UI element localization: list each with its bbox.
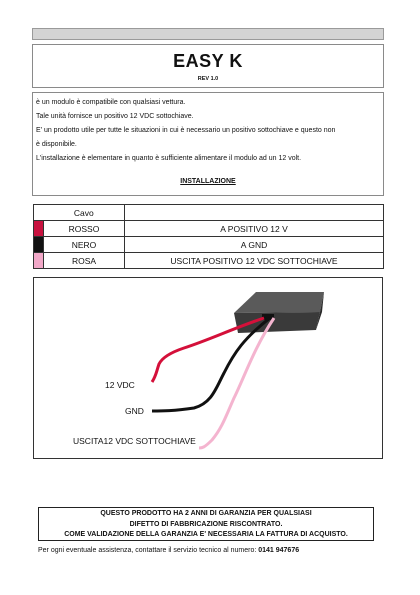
cable-table	[33, 204, 384, 269]
cable-table-header-row	[34, 205, 384, 221]
description-line: è un modulo è compatibile con qualsiasi vettura.	[36, 99, 186, 106]
title-box	[32, 44, 384, 88]
table-row	[34, 221, 384, 237]
cable-function: A POSITIVO 12 V	[125, 221, 384, 237]
label-12vdc: 12 VDC	[105, 380, 135, 390]
header-swatch-cell	[34, 205, 44, 221]
cable-color-swatch	[34, 237, 44, 253]
label-gnd: GND	[125, 406, 144, 416]
warranty-line: QUESTO PRODOTTO HA 2 ANNI DI GARANZIA PER QUALSIASI	[100, 510, 312, 517]
wiring-illustration	[34, 278, 384, 460]
description-line: è disponibile.	[36, 141, 77, 148]
label-output: USCITA12 VDC SOTTOCHIAVE	[73, 436, 196, 446]
black-wire	[152, 318, 270, 411]
description-line: L'installazione è elementare in quanto è sufficiente alimentare il modulo ad un 12 volt.	[36, 155, 302, 162]
page-title: EASY K	[173, 51, 243, 71]
warranty-box	[38, 507, 374, 541]
warranty-line: COME VALIDAZIONE DELLA GARANZIA E' NECESSARIA LA FATTURA DI ACQUISTO.	[64, 531, 348, 538]
description-line: E' un prodotto utile per tutte le situazioni in cui è necessario un positivo sottochiave e questo non	[36, 127, 336, 134]
cable-column-header: Cavo	[44, 205, 125, 221]
revision-label: REV 1.0	[197, 76, 219, 82]
description-box	[32, 92, 384, 196]
description-line: Tale unità fornisce un positivo 12 VDC sottochiave.	[36, 113, 194, 120]
assistance-text: Per ogni eventuale assistenza, contattare il servizio tecnico al numero:	[38, 547, 259, 554]
cable-color-swatch	[34, 253, 44, 269]
cable-name: ROSA	[44, 253, 125, 269]
cable-name: ROSSO	[44, 221, 125, 237]
wiring-diagram	[33, 277, 383, 459]
assistance-phone: 0141 947676	[258, 547, 300, 554]
cable-color-swatch	[34, 221, 44, 237]
cable-function: USCITA POSITIVO 12 VDC SOTTOCHIAVE	[125, 253, 384, 269]
installation-heading: INSTALLAZIONE	[180, 178, 236, 185]
table-row	[34, 237, 384, 253]
function-column-header	[125, 205, 384, 221]
table-row	[34, 253, 384, 269]
cable-name: NERO	[44, 237, 125, 253]
assistance-note	[38, 547, 299, 554]
module-box	[234, 292, 324, 333]
module-body	[234, 312, 320, 333]
top-bar	[32, 28, 384, 40]
cable-function: A GND	[125, 237, 384, 253]
warranty-line: DIFETTO DI FABBRICAZIONE RISCONTRATO.	[129, 520, 283, 528]
